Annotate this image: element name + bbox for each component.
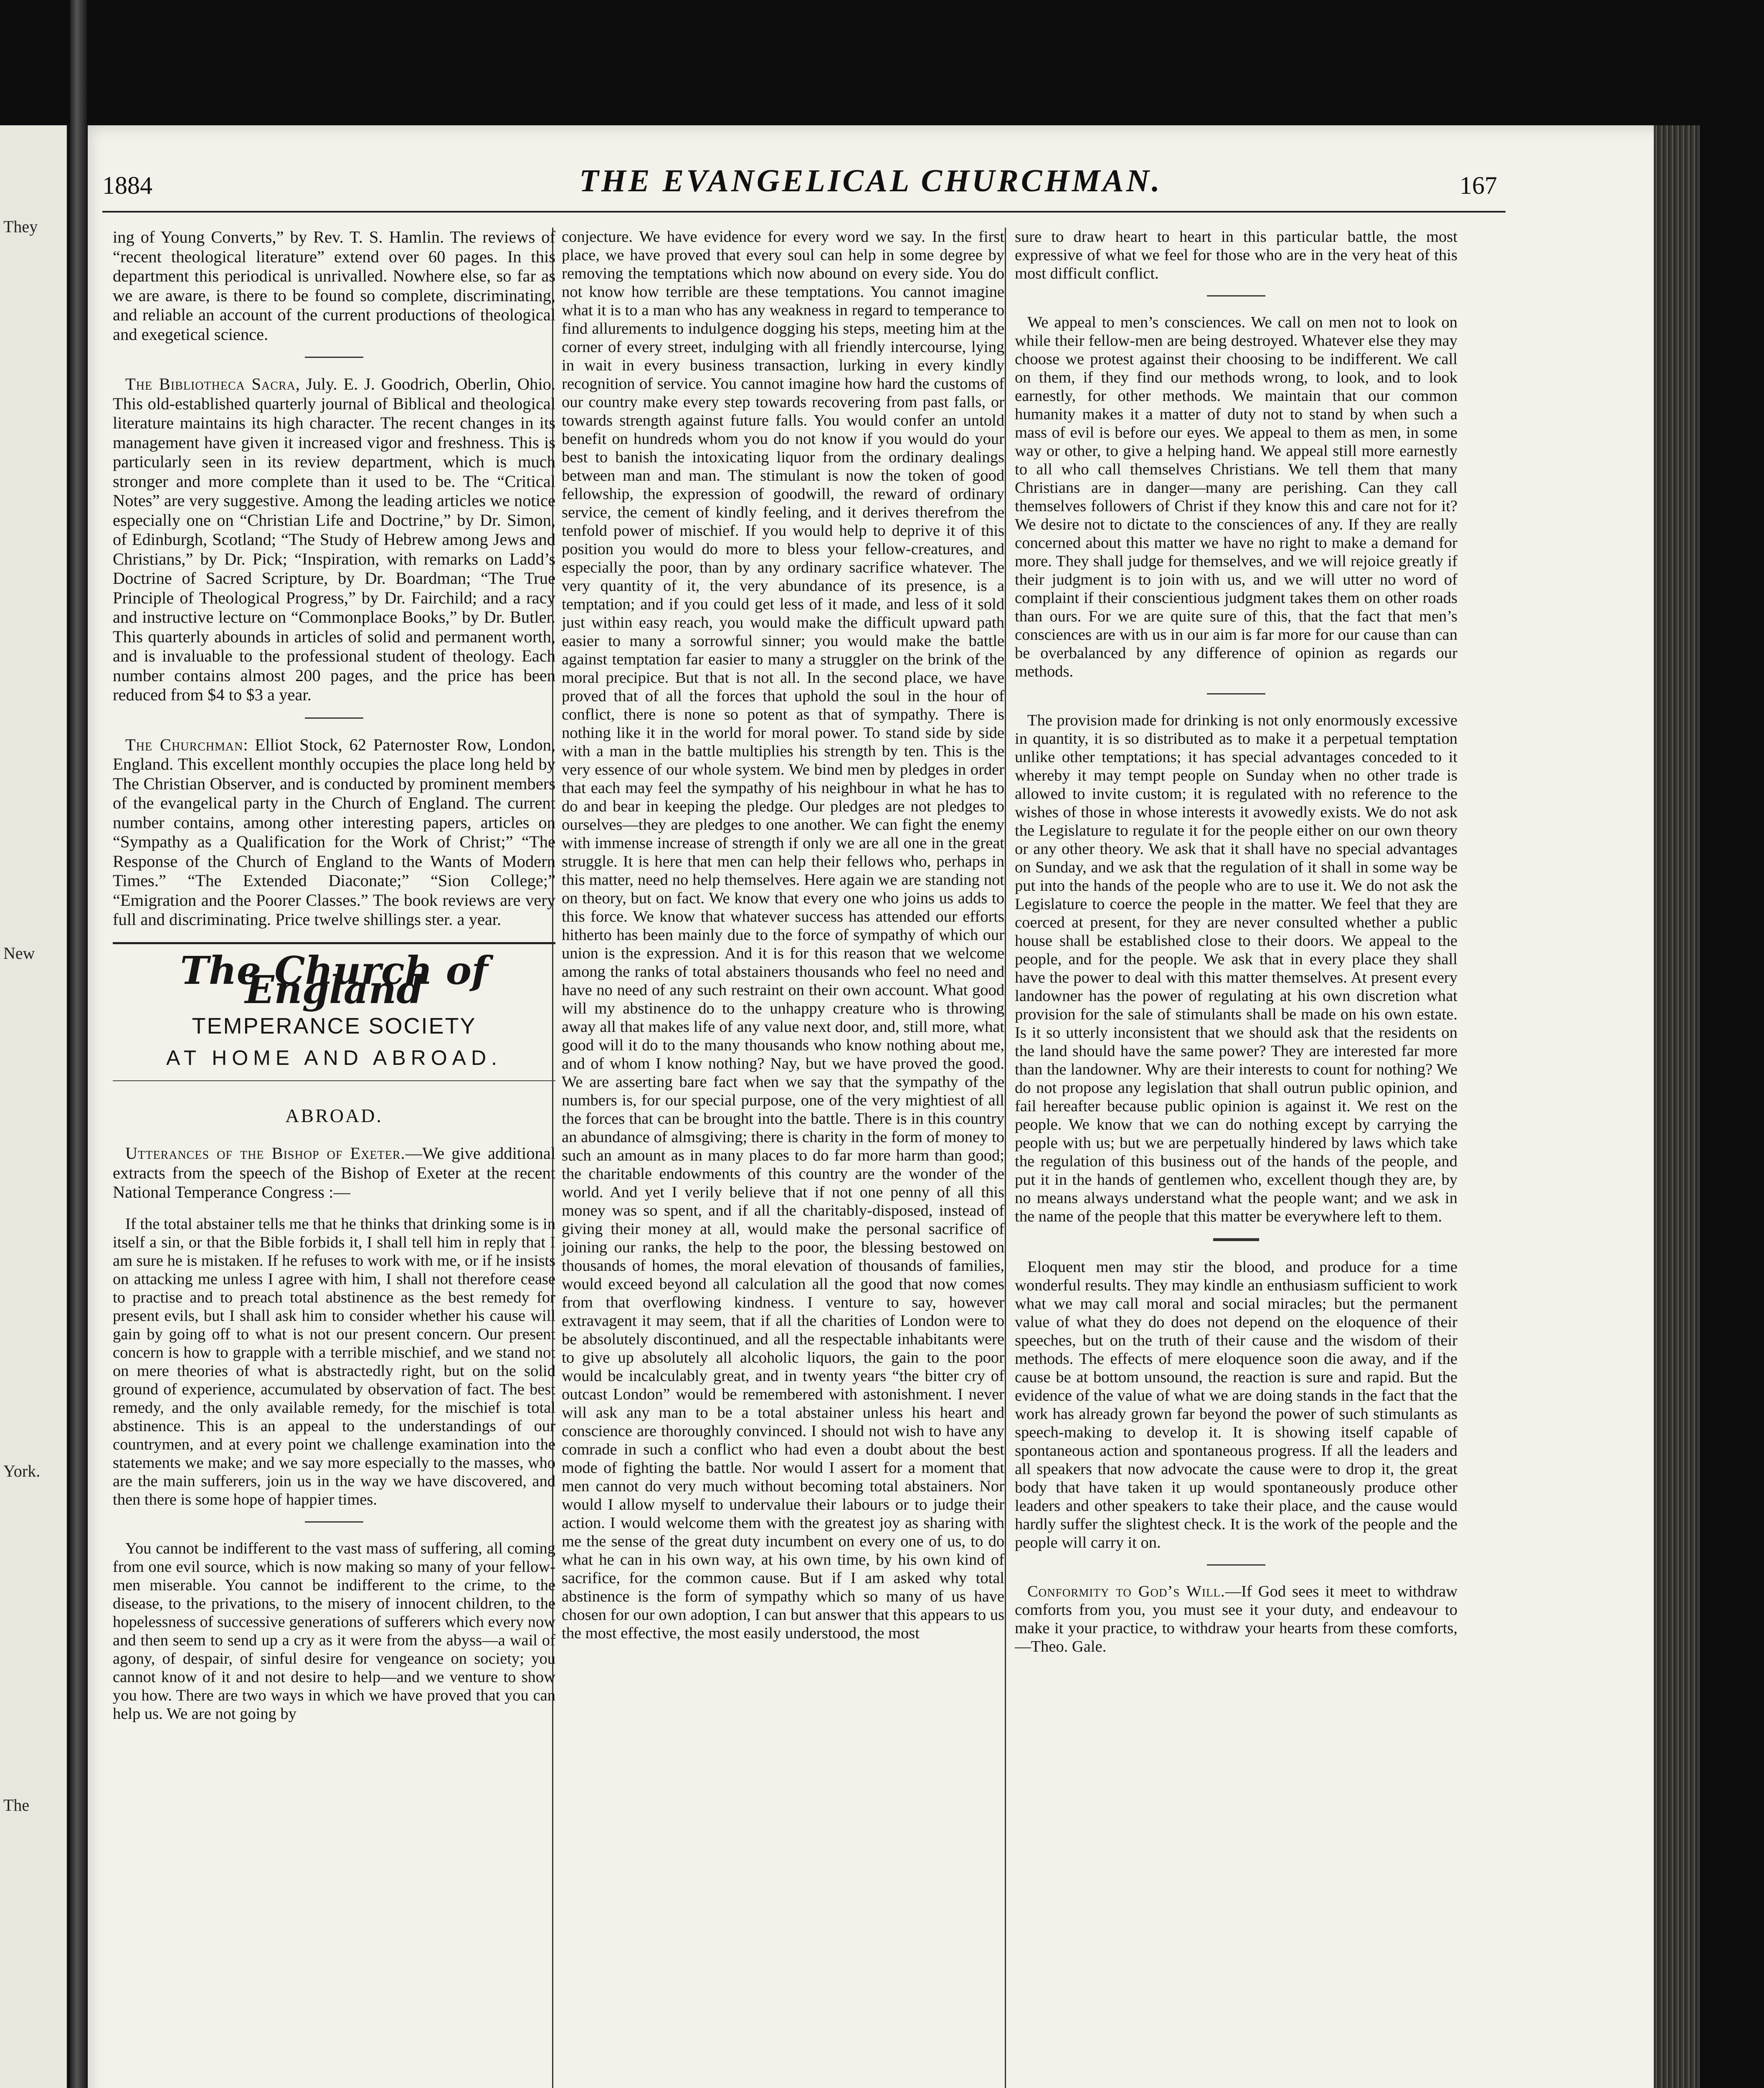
adjacent-page-fragment: They (3, 217, 38, 236)
separator (305, 717, 363, 719)
separator (305, 1521, 363, 1523)
header-rule (102, 211, 1505, 213)
book-spine (70, 0, 87, 2088)
publication-title: THE EVANGELICAL CHURCHMAN. (579, 163, 1162, 198)
review-body: : Elliot Stock, 62 Paternoster Row, London, England. This excellent monthly occupies the place long held by The Christian Observer, and is conducted by prominent members of the evangelical party in the Church of England. The current number contains, among other interesting papers, articles on “Sympathy as a Qualification for the Work of Christ;” “The Response of the Church of England to the Wants of Modern Times.” “The Extended Diaconate;” “Sion College;” “Emigration and the Poorer Classes.” The book reviews are very full and discriminating. Price twelve shillings ster. a year. (113, 735, 555, 929)
separator (305, 357, 363, 358)
closing-item (1015, 1582, 1457, 1656)
book-page-edges (1654, 125, 1700, 2088)
column-rule (1005, 228, 1006, 2088)
page-header (102, 163, 1639, 209)
separator (1207, 693, 1265, 694)
column-3 (1015, 228, 1457, 1668)
adjacent-page-fragment: York. (3, 1462, 41, 1480)
article-body: —We give additional extracts from the speech of the Bishop of Exeter at the recent National Temperance Congress :— (113, 1144, 555, 1201)
speech-paragraph: Eloquent men may stir the blood, and produce for a time wonderful results. They may kindle an enthusiasm sufficient to work what we may call moral and social miracles; but the permanent value of what they do does not depend on the eloquence of their speeches, but on the truth of their cause and the wisdom of their methods. The effects of mere eloquence soon die away, and if the cause be at bottom unsound, the reaction is sure and rapid. But the evidence of the value of what we are doing stands in the fact that the work has already grown far beyond the power of such stimulants as speech-making to develop it. It is showing itself capable of spontaneous action and spontaneous progress. If all the leaders and all speakers that now advocate the cause were to drop it, the great body that have taken it up would spontaneously produce other leaders and other speakers to take their place, and the cause would hardly suffer the slightest check. It is the work of the people and the people will carry it on. (1015, 1258, 1457, 1551)
masthead-tagline: AT HOME AND ABROAD. (166, 1046, 502, 1069)
adjacent-page-fragment: New (3, 944, 35, 963)
masthead-title: The Church of England (180, 948, 488, 1012)
column-1 (113, 228, 555, 1736)
item-lead: Conformity to God’s Will. (1027, 1583, 1225, 1600)
review-lead: The Churchman (125, 735, 243, 754)
section-masthead (113, 942, 555, 1081)
review-paragraph (113, 375, 555, 705)
section-heading: ABROAD. (285, 1105, 383, 1126)
speech-paragraph: sure to draw heart to heart in this particular battle, the most expressive of what we feel for those who are in the very heat of this most difficult conflict. (1015, 228, 1457, 282)
separator (1213, 1238, 1259, 1241)
separator (1207, 295, 1265, 296)
column-2 (562, 228, 1004, 1655)
review-lead: The Bibliotheca Sacra (125, 375, 296, 393)
article-intro (113, 1144, 555, 1202)
speech-paragraph: The provision made for drinking is not only enormously excessive in quantity, it is so distributed as to make it a perpetual temptation unlike other temptations; it has special advantages conceded to it whereby it may tempt people on Sunday when no other trade is allowed to invite custom; it is regulated with no reference to the wishes of those in whose interests it avowedly exists. We do not ask the Legislature to regulate it for the people either on our own theory or any other theory. We ask that it shall have no special advantages on Sunday, and we ask that the regulation of it shall in some way be put into the hands of the people who are to use it. We do not ask the Legislature to coerce the people in the matter. We feel that they are coerced at present, for they are never consulted whether a public house shall be established close to their doors. We appeal to the people, and for the people. We ask that in every place they shall have the power to deal with this matter themselves. At present every landowner has the power of regulating at his own discretion what provision for the sale of stimulants shall be made on his own estate. Is it so utterly inconsistent that we should ask that the residents on the land should have the same power? They are interested far more than the landowner. Why are their interests to count for nothing? We do not propose any legislation that shall outrun public opinion, and fail hereafter because public opinion is against it. We rest on the people. We know that we can do nothing except by carrying the people with us; but we are perpetually hindered by laws which take the regulation of this business out of the hands of the people, and put it in the hands of gentlemen who, excellent though they are, by no means always understand what the people want; and we ask in the name of the people that this matter be everywhere left to them. (1015, 712, 1457, 1225)
review-paragraph: ing of Young Converts,” by Rev. T. S. Hamlin. The reviews of “recent theological literature” extend over 60 pages. In this department this periodical is unrivalled. Nowhere else, so far as we are aware, is there to be found so complete, discriminating, and reliable an account of the current productions of theological and exegetical science. (113, 228, 555, 344)
quoted-speech (113, 1215, 555, 1723)
speech-paragraph: You cannot be indifferent to the vast mass of suffering, all coming from one evil source, which is now making so many of your fellow-men miserable. You cannot be indifferent to the crime, to the disease, to the privations, to the misery of innocent children, to the hopelessness of successive generations of sufferers which every now and then seem to send up a cry as it were from the abyss—a wail of agony, of despair, of sinful desire for vengeance on society; you cannot know of it and not desire to help—and we venture to show you how. There are two ways in which we have proved that you can help us. We are not going by (113, 1539, 555, 1723)
masthead-subtitle: TEMPERANCE SOCIETY (192, 1013, 476, 1039)
adjacent-page-strip (0, 125, 74, 2088)
article-lead: Utterances of the Bishop of Exeter. (125, 1144, 406, 1163)
adjacent-page-fragment: The (3, 1796, 30, 1814)
review-body: , July. E. J. Goodrich, Oberlin, Ohio. This old-established quarterly journal of Biblical and theological literature maintains its high character. The recent changes in its management have given it increased vigor and freshness. This is particularly seen in its review department, which is much stronger and more complete than it used to be. The “Critical Notes” are very suggestive. Among the leading articles we notice especially one on “Christian Life and Doctrine,” by Dr. Simon, of Edinburgh, Scotland; “The Study of Hebrew among Jews and Christians,” by Dr. Pick; “Inspiration, with remarks on Ladd’s Doctrine of Sacred Scripture, by Dr. Boardman; “The True Principle of Theological Progress,” by Dr. Fairchild; and a racy and instructive lecture on “Commonplace Books,” by Dr. Butler. This quarterly abounds in articles of solid and permanent worth, and is invaluable to the professional student of theology. Each number contains almost 200 pages, and the price has been reduced from $4 to $3 a year. (113, 375, 555, 704)
review-paragraph (113, 735, 555, 930)
header-year: 1884 (102, 172, 152, 199)
separator (1207, 1564, 1265, 1566)
speech-paragraph: We appeal to men’s consciences. We call on men not to look on while their fellow-men are being destroyed. Whatever else they may choose we protest against their choosing to be indifferent. We call on them, if they find our methods wrong, to look, and to look earnestly, for other methods. We maintain that our common humanity makes it a matter of duty not to stand by when such a mass of evil is before our eyes. We appeal to them as men, in some way or other, to give a helping hand. We appeal still more earnestly to all who call themselves Christians. We tell them that many Christians are in danger—many are perishing. Can they call themselves followers of Christ if they know this and care not for it? We desire not to dictate to the consciences of any. If they are really concerned about this matter we have no right to make a demand for more. They shall judge for themselves, and we will rejoice greatly if their judgment is to join with us, and we will utter no word of complaint if their conscientious judgment takes them on other roads than ours. For we are quite sure of this, that the fact that men’s consciences are with us in our aim is far more for our cause than can be overbalanced by any difference of opinion as regards our methods. (1015, 314, 1457, 680)
speech-paragraph: conjecture. We have evidence for every word we say. In the first place, we have proved that every soul can help in some degree by removing the temptations which now abound on every side. You do not know how terrible are these temptations. You cannot imagine what it is to a man who has any weakness in regard to temperance to find allurements to indulgence dogging his steps, meeting him at the corner of every street, indulging with all friendly intercourse, lying in wait in every business transaction, lurking in every kindly recognition of service. You cannot imagine how hard the customs of our country make every step towards recovering from past falls, or towards strength against future falls. You would confer an untold benefit on hundreds whom you do not know if you would do your best to banish the intoxicating liquor from the ordinary dealings between man and man. The stimulant is now the token of good fellowship, the expression of goodwill, the reward of ordinary service, the cement of kindly feeling, and it derives therefrom the tenfold power of mischief. If you would help to deprive it of this position you would do more to bless your fellow-creatures, and especially the poor, than by any ordinary sacrifice whatever. The very quantity of it, the very abundance of its presence, is a temptation; and if you could get less of it made, and less of it sold just within easy reach, you would make the difficult upward path easier to many a sorrowful sinner; you would make the battle against temptation far easier to many a struggler on the brink of the moral precipice. But that is not all. In the second place, we have proved that of all the forces that uphold the soul in the hour of conflict, there is none so potent as that of sympathy. There is nothing like it in the world for moral power. To stand side by side with a man in the battle multiplies his strength by ten. This is the very essence of our whole system. We bind men by pledges in order that each may feel the sympathy of his neighbour in what he has to do and bear in keeping the pledge. Our pledges are not pledges to ourselves—they are pledges to one another. We can fight the enemy with immense increase of strength if only we are all one in the great struggle. It is here that men can help their fellows who, perhaps in this matter, need no help themselves. Here again we are standing not on theory, but on fact. We know that every one who joins us adds to this force. We know that whatever success has attended our efforts hitherto has been mainly due to the force of sympathy of which our union is the expression. And it is for this reason that we welcome among the ranks of total abstainers thousands who feel no need and have no need of any such restraint on their own account. What good will my abstinence do to the unhappy creature who is throwing away all that makes life of any value next door, and, still more, what good will it do to the many thousands who know nothing about me, and of whom I know nothing? Nay, but we have proved the good. We are asserting bare fact when we say that the sympathy of the numbers is, for our special purpose, one of the very mightiest of all the forces that can be brought into the battle. There is in this country an abundance of almsgiving; there is charity in the form of money to such an amount as in many places to do far more harm than good; the charitable endowments of this country are the wonder of the world. And yet I verily believe that if not one penny of all this money was so spent, and if all the charitably-disposed, instead of giving their money at all, would make the personal sacrifice of joining our ranks, the help to the poor, the blessing bestowed on thousands of homes, the moral elevation of thousands of families, would exceed beyond all calculation all the good that now comes from that overflowing kindness. I venture to say, however extravagent it may seem, that if all the charities of London were to be absolutely discontinued, and all the respectable inhabitants were to give up absolutely all alcoholic liquors, the gain to the poor would be incalculably great, and in twenty years “the bitter cry of outcast London” would be remembered with astonishment. I never will ask any man to be a total abstainer unless his heart and conscience are thoroughly convinced. I should not wish to have any comrade in such a conflict who had even a doubt about the best mode of fighting the battle. Nor would I assert for a moment that men cannot do very much without becoming total abstainers. Nor would I allow myself to undervalue their labours or to judge their action. I would welcome them with the greatest joy as sharing with me the sense of the great duty incumbent on every one of us, to do what he can in his own way, at his own time, by his own kind of sacrifice, for the common cause. But if I am asked why total abstinence is the form of sympathy which so many of us have chosen for our own adoption, I can but answer that this appears to us the most effective, the most easily understood, the most (562, 228, 1004, 1642)
item-body: —If God sees it meet to withdraw comforts from you, you must see it your duty, and endeavour to make it your practice, to withdraw your hearts from these comforts, —Theo. Gale. (1015, 1583, 1458, 1655)
speech-paragraph: If the total abstainer tells me that he thinks that drinking some is in itself a sin, or that the Bible forbids it, I shall tell him in reply that I am sure he is mistaken. If he refuses to work with me, or if he insists on attacking me unless I agree with him, I shall not therefore cease to practise and to preach total abstinence as the best remedy for present evils, but I shall ask him to consider whether his cause will gain by going off to what is not our present concern. Our present concern is how to grapple with a terrible mischief, and we stand not on mere theories of what is abstractedly right, but on the solid ground of experience, accumulated by observation of fact. The best remedy, and the only available remedy, for the mischief is total abstinence. This is an appeal to the understandings of our countrymen, and at every point we challenge examination into the statements we make; and we say more especially to the masses, who are the main sufferers, join us in the way we have discovered, and then there is some hope of happier times. (113, 1215, 555, 1508)
page-number: 167 (1460, 172, 1497, 199)
